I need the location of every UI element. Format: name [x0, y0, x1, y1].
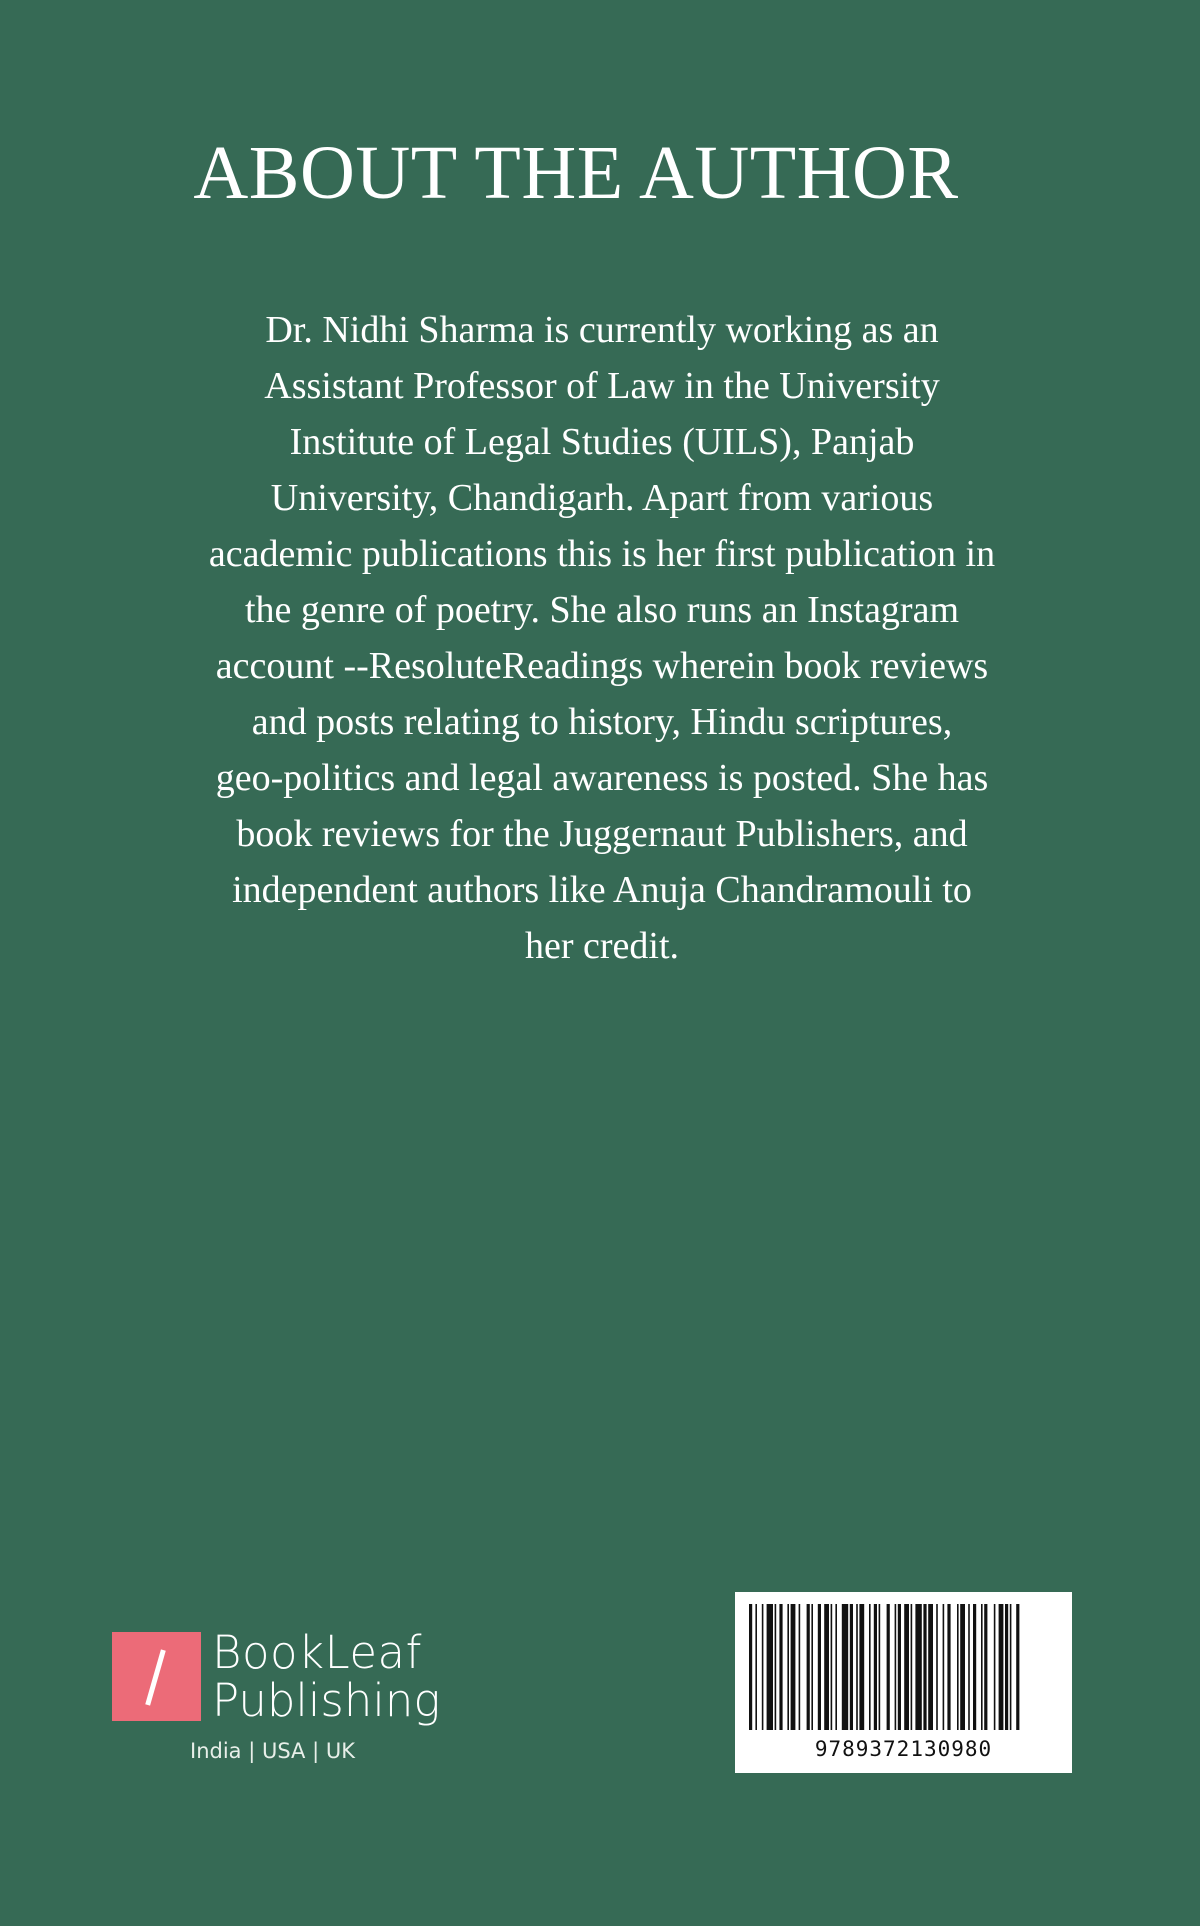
about-author-title: ABOUT THE AUTHOR [193, 131, 959, 215]
author-bio: Dr. Nidhi Sharma is currently working as an Assistant Professor of Law in the University Institute of Legal Studies (UILS), Panjab University, Chandigarh. Apart from various academic publications this is her first publication in the genre of poetry. She also runs an Instagram account --ResoluteReadings wherein book reviews and posts relating to history, Hindu scriptures, geo-politics and legal awareness is posted. She has book reviews for the Juggernaut Publishers, and independent authors like Anuja Chandramouli to her credit. [208, 309, 996, 967]
publisher-logo [112, 1628, 472, 1773]
slash-logo-icon [112, 1632, 201, 1721]
publisher-name-line2: Publishing [212, 1674, 441, 1727]
publisher-regions: India | USA | UK [190, 1739, 355, 1763]
barcode-icon [749, 1604, 1058, 1730]
publisher-name-line1: BookLeaf [212, 1626, 422, 1679]
isbn-number: 9789372130980 [814, 1737, 993, 1761]
isbn-barcode [735, 1592, 1072, 1773]
